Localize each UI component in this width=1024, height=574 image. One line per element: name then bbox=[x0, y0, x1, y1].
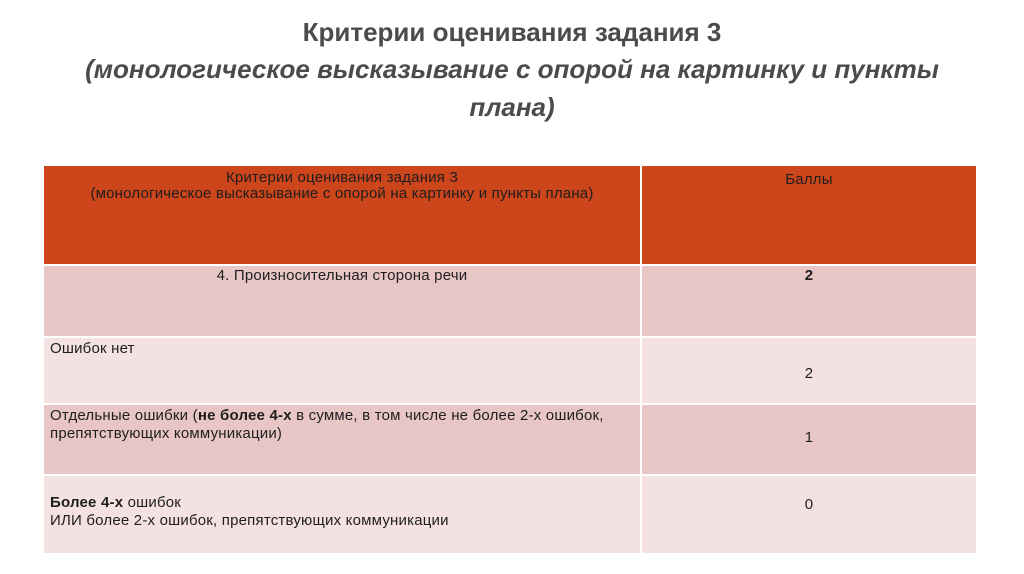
row-description-cell bbox=[43, 475, 641, 554]
header-points-cell: Баллы bbox=[641, 165, 977, 265]
row-text-suffix: в сумме, в том числе не более 2-х ошибок, bbox=[291, 407, 604, 424]
row-text-bold: Более 4-х bbox=[50, 494, 124, 511]
criteria-table bbox=[42, 164, 978, 555]
title-line-1: Критерии оценивания задания 3 bbox=[302, 17, 722, 47]
row-text-bold: не более 4-х bbox=[197, 407, 292, 424]
row-text-line-2: препятствующих коммуникации) bbox=[50, 425, 283, 442]
table-header-row bbox=[43, 165, 977, 265]
table-row bbox=[43, 337, 977, 404]
header-criteria-line-1: Критерии оценивания задания 3 bbox=[225, 169, 459, 186]
table-row bbox=[43, 265, 977, 337]
row-points-cell: 1 bbox=[641, 404, 977, 475]
row-text-line-2: ИЛИ более 2-х ошибок, препятствующих коммуникации bbox=[50, 512, 449, 529]
slide-title bbox=[0, 14, 1024, 126]
criterion-title-cell: 4. Произносительная сторона речи bbox=[43, 265, 641, 337]
title-line-2: (монологическое высказывание с опорой на картинку и пункты плана) bbox=[85, 54, 939, 122]
criterion-max-points-cell: 2 bbox=[641, 265, 977, 337]
header-criteria-line-2: (монологическое высказывание с опорой на картинку и пункты плана) bbox=[90, 185, 594, 202]
row-description-cell bbox=[43, 404, 641, 475]
row-text-prefix: Отдельные ошибки ( bbox=[50, 407, 198, 424]
table-row bbox=[43, 404, 977, 475]
table-row bbox=[43, 475, 977, 554]
row-text-suffix: ошибок bbox=[123, 494, 182, 511]
row-points-cell: 2 bbox=[641, 337, 977, 404]
row-description-cell: Ошибок нет bbox=[43, 337, 641, 404]
row-points-cell: 0 bbox=[641, 475, 977, 554]
header-criteria-cell bbox=[43, 165, 641, 265]
